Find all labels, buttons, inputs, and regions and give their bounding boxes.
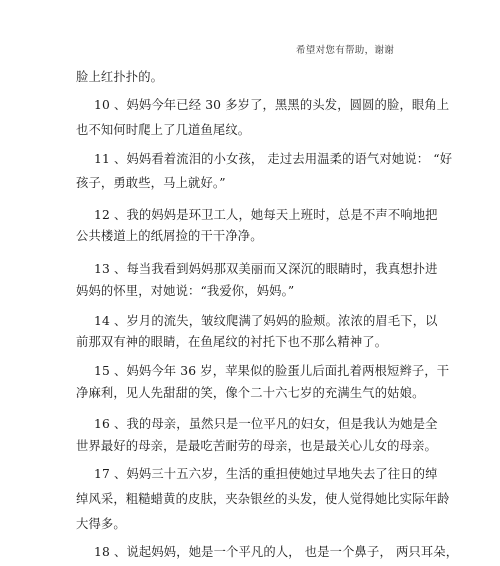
text-line: 13 、每当我看到妈妈那双美丽而又深沉的眼睛时，我真想扑进 <box>94 262 438 276</box>
text-line: 12 、我的妈妈是环卫工人，她每天上班时，总是不声不响地把 <box>94 208 438 222</box>
text-line: 14 、岁月的流失，皱纹爬满了妈妈的脸颊。浓浓的眉毛下，以 <box>94 314 438 328</box>
text-line: 15 、妈妈今年 36 岁，苹果似的脸蛋儿后面扎着两根短辫子，干 <box>94 364 450 378</box>
header-note: 希望对您有帮助，谢谢 <box>296 45 395 56</box>
text-line: 大得多。 <box>76 517 126 531</box>
text-line: 16 、我的母亲，虽然只是一位平凡的妇女，但是我认为她是全 <box>94 417 438 431</box>
text-line: 18 、说起妈妈，她是一个平凡的人， 也是一个鼻子， 两只耳朵， <box>94 545 459 559</box>
text-line: 10 、妈妈今年已经 30 多岁了，黑黑的头发，圆圆的脸，眼角上 <box>94 98 450 112</box>
text-line: 孩子，勇敢些，马上就好。” <box>76 176 226 190</box>
text-line: 绰风采，粗糙蜡黄的皮肤，夹杂银丝的头发，使人觉得她比实际年龄 <box>76 492 450 506</box>
text-line: 净麻利，见人先甜甜的笑，像个二十六七岁的充满生气的姑娘。 <box>76 386 425 400</box>
text-line: 前那双有神的眼睛，在鱼尾纹的衬托下也不那么精神了。 <box>76 335 388 349</box>
text-line: 世界最好的母亲，是最吃苦耐劳的母亲，也是最关心儿女的母亲。 <box>76 439 437 453</box>
text-line: 妈妈的怀里，对她说：“我爱你，妈妈。” <box>76 284 295 298</box>
text-line: 也不知何时爬上了几道鱼尾纹。 <box>76 123 251 137</box>
text-line: 脸上红扑扑的。 <box>76 70 164 84</box>
text-line: 11 、妈妈看着流泪的小女孩， 走过去用温柔的语气对她说： “好 <box>94 152 453 166</box>
text-line: 公共楼道上的纸屑捡的干干净净。 <box>76 229 263 243</box>
text-line: 17 、妈妈三十五六岁，生活的重担使她过早地失去了往日的绰 <box>94 467 438 481</box>
